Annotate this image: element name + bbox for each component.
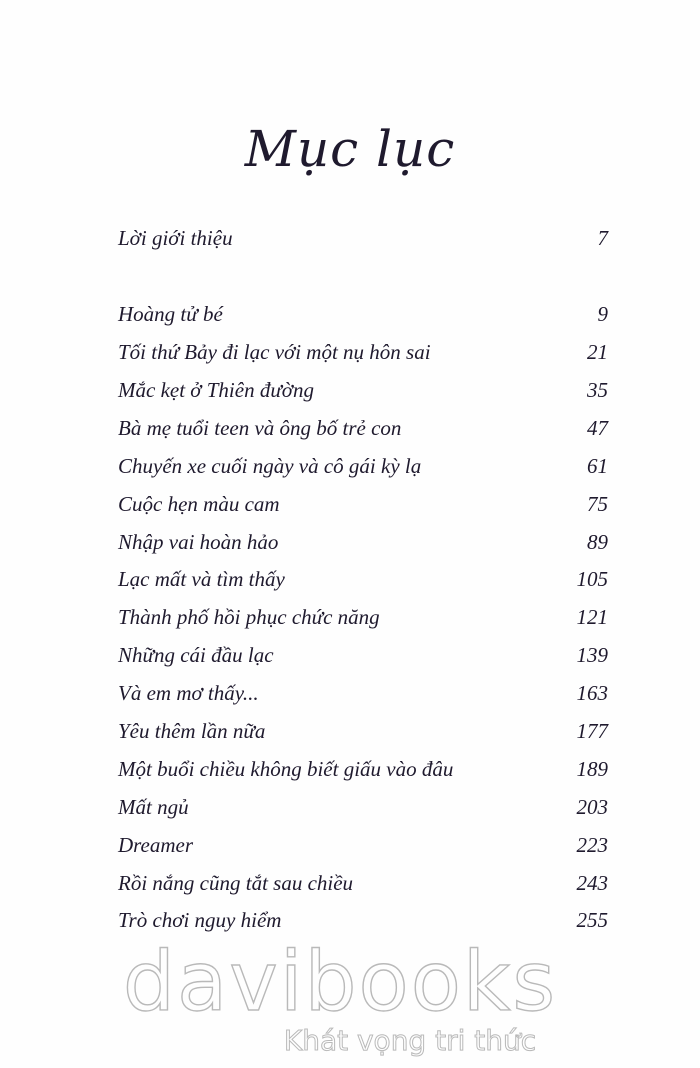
toc-entry-title: Một buổi chiều không biết giấu vào đâu <box>118 757 454 781</box>
toc-entry-page: 203 <box>576 795 608 819</box>
toc-entry-page: 35 <box>587 378 608 402</box>
toc-entry-page: 89 <box>587 530 608 554</box>
toc-entry-title: Và em mơ thấy... <box>118 681 259 705</box>
toc-entry-title: Tối thứ Bảy đi lạc với một nụ hôn sai <box>118 340 431 364</box>
toc-entry-title: Cuộc hẹn màu cam <box>118 492 280 516</box>
toc-entry <box>118 492 608 522</box>
watermark-slogan: Khát vọng tri thức <box>283 1024 537 1057</box>
toc-entry <box>118 454 608 484</box>
toc-entry-title: Bà mẹ tuổi teen và ông bố trẻ con <box>118 416 402 440</box>
toc-entry-page: 21 <box>587 340 608 364</box>
toc-entry-title: Thành phố hồi phục chức năng <box>118 605 380 629</box>
toc-entry-page: 47 <box>587 416 608 440</box>
toc-entry <box>118 530 608 560</box>
toc-entry-title: Mất ngủ <box>118 795 189 819</box>
toc-entry <box>118 567 608 597</box>
toc-entry-title: Lạc mất và tìm thấy <box>118 567 285 591</box>
toc-entry-title: Trò chơi nguy hiểm <box>118 908 282 932</box>
toc-entry-title: Rồi nắng cũng tắt sau chiều <box>118 871 354 895</box>
toc-entry <box>118 226 608 256</box>
toc-entry-title: Dreamer <box>118 833 194 857</box>
toc-entry-page: 243 <box>576 871 608 895</box>
toc-entry-title: Hoàng tử bé <box>118 302 223 326</box>
toc-entry-title: Chuyến xe cuối ngày và cô gái kỳ lạ <box>118 454 422 478</box>
toc-entry-page: 105 <box>576 567 608 591</box>
toc-entry <box>118 302 608 332</box>
toc-entry-title: Yêu thêm lần nữa <box>118 719 266 743</box>
watermark-brand: davibooks <box>122 935 558 1030</box>
toc-entry-page: 9 <box>597 302 608 326</box>
toc-entry <box>118 719 608 749</box>
toc-entry <box>118 908 608 938</box>
toc-entry-page: 61 <box>587 454 608 478</box>
toc-entry-title: Nhập vai hoàn hảo <box>118 530 279 554</box>
toc-entry-page: 189 <box>576 757 608 781</box>
toc-entry-title: Lời giới thiệu <box>118 226 233 250</box>
toc-entry <box>118 416 608 446</box>
toc-entry <box>118 757 608 787</box>
toc-entry-page: 7 <box>597 226 608 250</box>
toc-entry-title: Những cái đầu lạc <box>118 643 274 667</box>
page-title: Mục lục <box>244 120 456 178</box>
toc-entry-title: Mắc kẹt ở Thiên đường <box>118 378 314 402</box>
toc-entry-page: 121 <box>576 605 608 629</box>
toc-entry <box>118 643 608 673</box>
toc-entry <box>118 795 608 825</box>
toc-entry-page: 255 <box>576 908 608 932</box>
toc-entry-page: 163 <box>576 681 608 705</box>
toc-entry-page: 223 <box>576 833 608 857</box>
toc-entry-page: 177 <box>576 719 608 743</box>
toc-entry <box>118 605 608 635</box>
toc-entry-page: 139 <box>576 643 608 667</box>
toc-entry <box>118 681 608 711</box>
toc-entry <box>118 340 608 370</box>
toc-entry-page: 75 <box>587 492 608 516</box>
toc-entry <box>118 871 608 901</box>
toc-entry <box>118 833 608 863</box>
toc-entry <box>118 378 608 408</box>
